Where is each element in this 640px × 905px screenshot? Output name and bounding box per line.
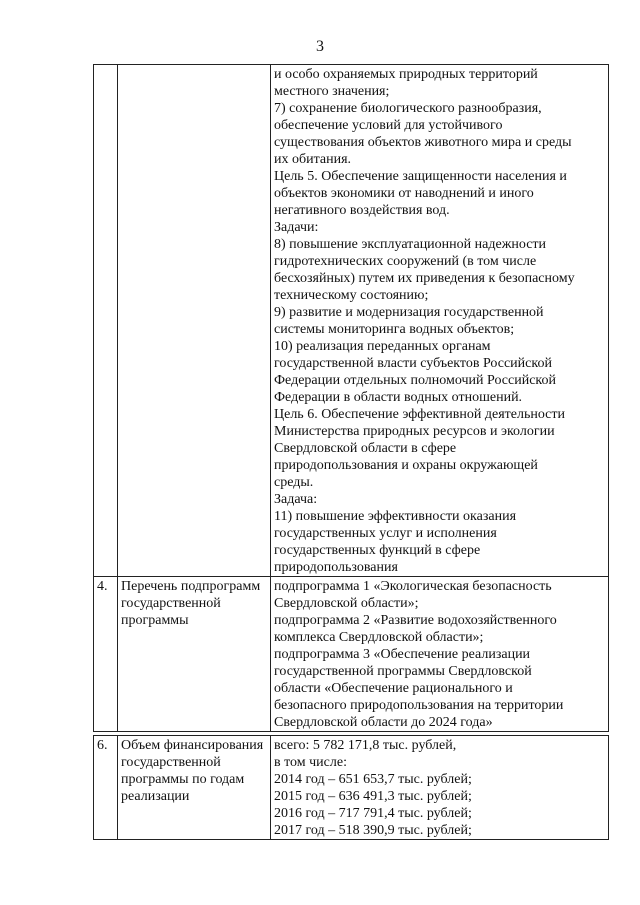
text-line: программы (121, 613, 189, 628)
text-line: местного значения; (274, 84, 390, 99)
text-line: 11) повышение эффективности оказания (274, 509, 517, 524)
text-line: Свердловской области в сфере (274, 441, 457, 456)
row-name-cell (118, 65, 271, 577)
row-number: 4. (94, 577, 118, 732)
text-line: Свердловской области до 2024 года» (274, 715, 493, 730)
text-line: системы мониторинга водных объектов; (274, 322, 515, 337)
text-line: 2014 год – 651 653,7 тыс. рублей; (274, 772, 472, 787)
table-row (94, 65, 609, 577)
text-line: Федерации отдельных полномочий Российской (274, 373, 557, 388)
continuation-text (274, 66, 606, 576)
text-line: их обитания. (274, 152, 352, 167)
row-number: 6. (94, 736, 118, 840)
text-line: Объем финансирования (121, 738, 264, 753)
row-name-cell (118, 577, 271, 732)
text-line: Цель 5. Обеспечение защищенности населения и (274, 169, 567, 184)
text-line: реализации (121, 789, 190, 804)
text-line: подпрограмма 2 «Развитие водохозяйственного (274, 613, 557, 628)
page-number: 3 (316, 38, 324, 55)
text-line: 10) реализация переданных органам (274, 339, 491, 354)
subprograms-heading (121, 578, 268, 629)
text-line: 8) повышение эксплуатационной надежности (274, 237, 547, 252)
text-line: безопасного природопользования на территории (274, 698, 564, 713)
funding-list (274, 737, 606, 839)
text-line: существования объектов животного мира и среды (274, 135, 572, 150)
text-line: Федерации в области водных отношений. (274, 390, 523, 405)
text-line: и особо охраняемых природных территорий (274, 67, 538, 82)
text-line: области «Обеспечение рационального и (274, 681, 513, 696)
text-line: Задача: (274, 492, 318, 507)
row-number-cell (94, 65, 118, 577)
passport-table-part-2 (93, 735, 609, 840)
table-row (94, 736, 609, 840)
text-line: подпрограмма 3 «Обеспечение реализации (274, 647, 531, 662)
subprograms-list (274, 578, 606, 731)
text-line: программы по годам (121, 772, 245, 787)
text-line: 2017 год – 518 390,9 тыс. рублей; (274, 823, 472, 838)
text-line: в том числе: (274, 755, 347, 770)
passport-table-part-1 (93, 64, 609, 732)
text-line: Министерства природных ресурсов и экологии (274, 424, 555, 439)
text-line: государственной (121, 755, 221, 770)
text-line: государственной власти субъектов Российской (274, 356, 552, 371)
text-line: гидротехнических сооружений (в том числе (274, 254, 537, 269)
text-line: негативного воздействия вод. (274, 203, 450, 218)
text-line: государственной программы Свердловской (274, 664, 532, 679)
text-line: среды. (274, 475, 314, 490)
text-line: всего: 5 782 171,8 тыс. рублей, (274, 738, 457, 753)
text-line: природопользования и охраны окружающей (274, 458, 538, 473)
text-line: комплекса Свердловской области»; (274, 630, 484, 645)
row-description-cell (271, 736, 609, 840)
row-description-cell (271, 577, 609, 732)
text-line: Задачи: (274, 220, 319, 235)
text-line: Свердловской области»; (274, 596, 419, 611)
funding-heading (121, 737, 268, 805)
text-line: 2016 год – 717 791,4 тыс. рублей; (274, 806, 472, 821)
text-line: государственных функций в сфере (274, 543, 481, 558)
table-row (94, 577, 609, 732)
text-line: природопользования (274, 560, 398, 575)
text-line: бесхозяйных) путем их приведения к безопасному (274, 271, 575, 286)
text-line: обеспечение условий для устойчивого (274, 118, 503, 133)
text-line: 9) развитие и модернизация государственной (274, 305, 544, 320)
text-line: государственной (121, 596, 221, 611)
text-line: Цель 6. Обеспечение эффективной деятельности (274, 407, 565, 422)
text-line: техническому состоянию; (274, 288, 429, 303)
row-name-cell (118, 736, 271, 840)
text-line: подпрограмма 1 «Экологическая безопасность (274, 579, 552, 594)
text-line: Перечень подпрограмм (121, 579, 261, 594)
text-line: 7) сохранение биологического разнообразия, (274, 101, 542, 116)
row-description-cell (271, 65, 609, 577)
text-line: государственных услуг и исполнения (274, 526, 497, 541)
text-line: объектов экономики от наводнений и иного (274, 186, 534, 201)
text-line: 2015 год – 636 491,3 тыс. рублей; (274, 789, 472, 804)
